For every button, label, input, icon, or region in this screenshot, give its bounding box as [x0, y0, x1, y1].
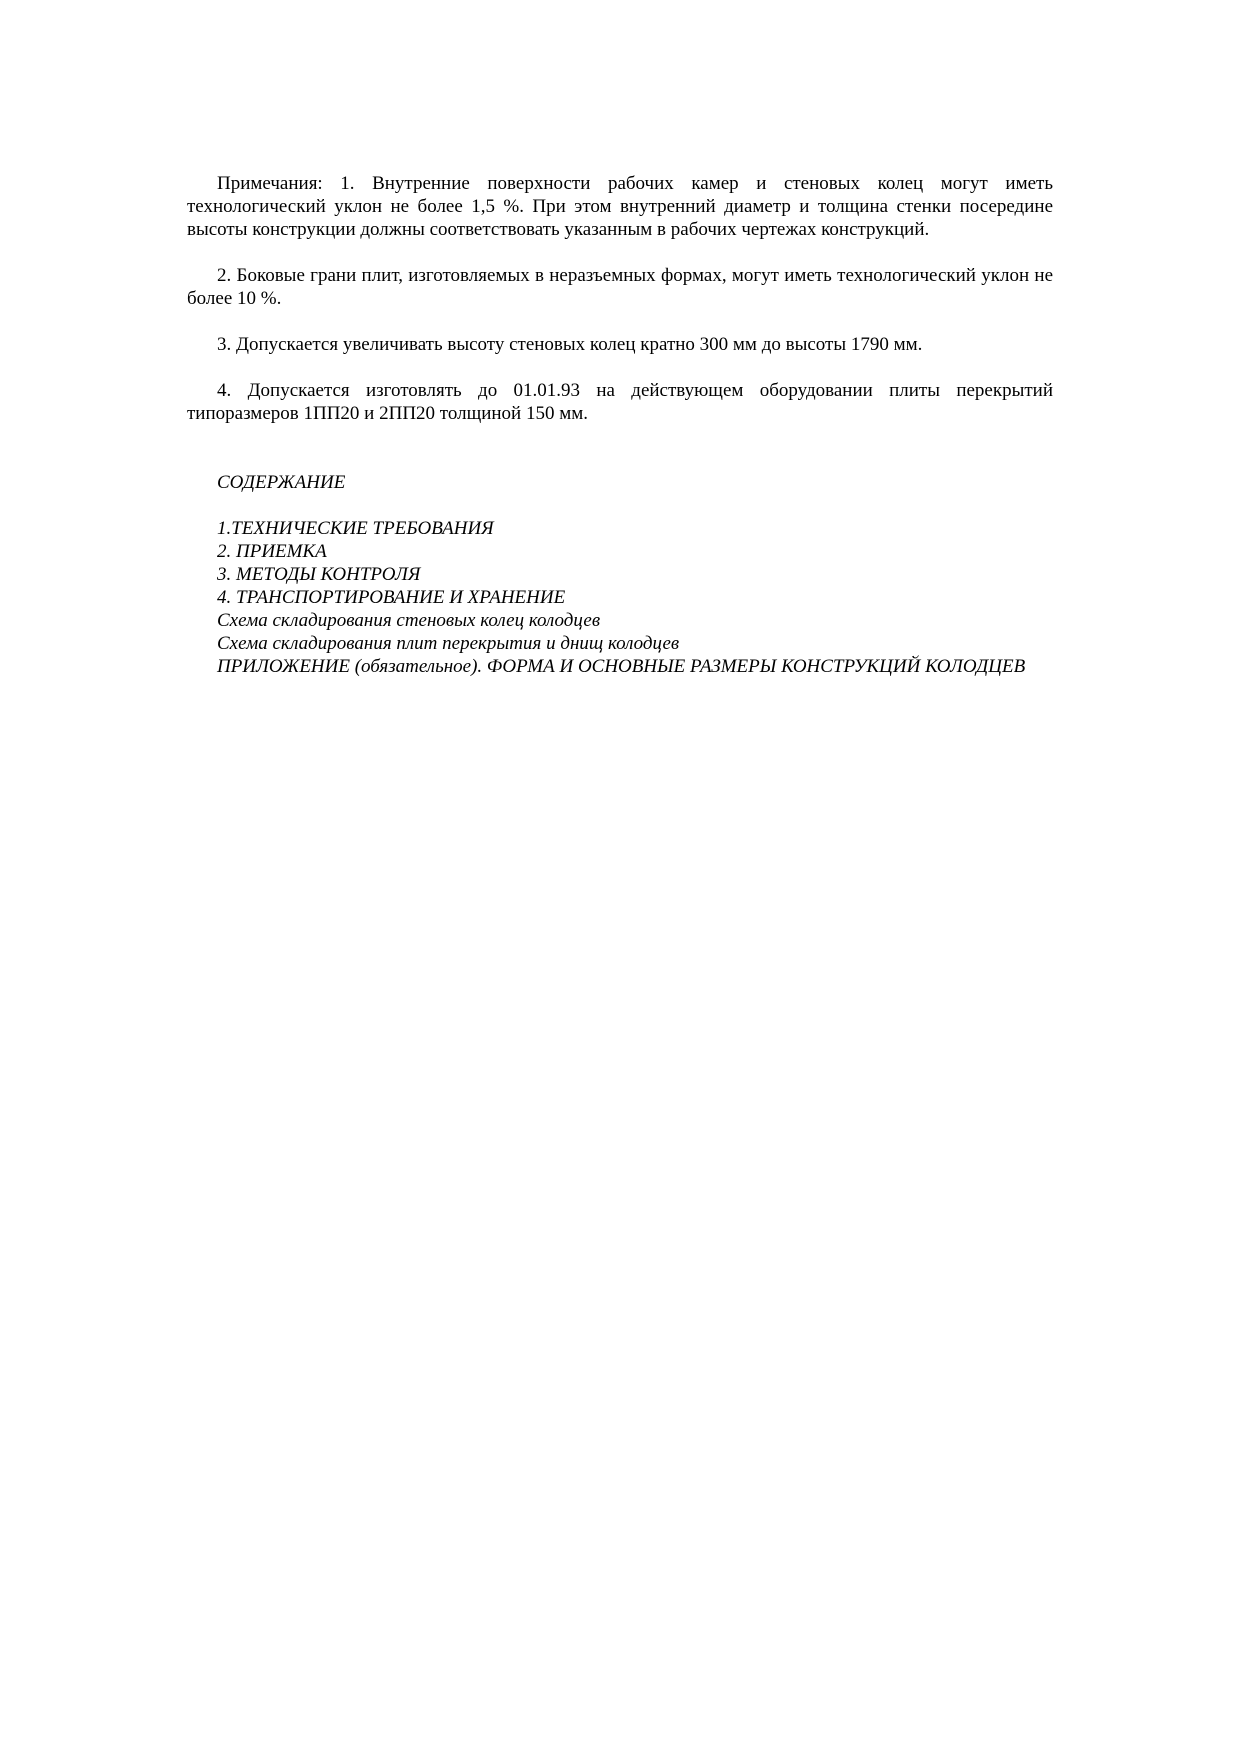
note-2: 2. Боковые грани плит, изготовляемых в неразъемных формах, могут иметь технологический уклон не более 10 %.	[187, 265, 1053, 309]
toc-item-acceptance: 2. ПРИЕМКА	[217, 541, 327, 562]
toc-item-appendix: ПРИЛОЖЕНИЕ (обязательное). ФОРМА И ОСНОВНЫЕ РАЗМЕРЫ КОНСТРУКЦИЙ КОЛОДЦЕВ	[217, 656, 1026, 677]
note-3: 3. Допускается увеличивать высоту стеновых колец кратно 300 мм до высоты 1790 мм.	[217, 334, 923, 355]
toc-item-ring-storage-scheme: Схема складирования стеновых колец колодцев	[217, 610, 601, 631]
toc-item-slab-storage-scheme: Схема складирования плит перекрытия и днищ колодцев	[217, 633, 680, 654]
toc-item-control-methods: 3. МЕТОДЫ КОНТРОЛЯ	[217, 564, 421, 585]
table-of-contents	[187, 517, 1053, 678]
document-page	[187, 172, 1053, 678]
toc-item-transport-storage: 4. ТРАНСПОРТИРОВАНИЕ И ХРАНЕНИЕ	[217, 587, 566, 608]
note-4: 4. Допускается изготовлять до 01.01.93 на действующем оборудовании плиты перекрытий типоразмеров 1ПП20 и 2ПП20 толщиной 150 мм.	[187, 380, 1053, 424]
toc-item-technical-requirements: 1.ТЕХНИЧЕСКИЕ ТРЕБОВАНИЯ	[217, 518, 494, 539]
note-1: Примечания: 1. Внутренние поверхности рабочих камер и стеновых колец могут иметь технологический уклон не более 1,5 %. При этом внутренний диаметр и толщина стенки посередине высоты конструкции должны соответствовать указанным в рабочих чертежах конструкций.	[187, 173, 1053, 240]
contents-title: СОДЕРЖАНИЕ	[217, 472, 346, 493]
